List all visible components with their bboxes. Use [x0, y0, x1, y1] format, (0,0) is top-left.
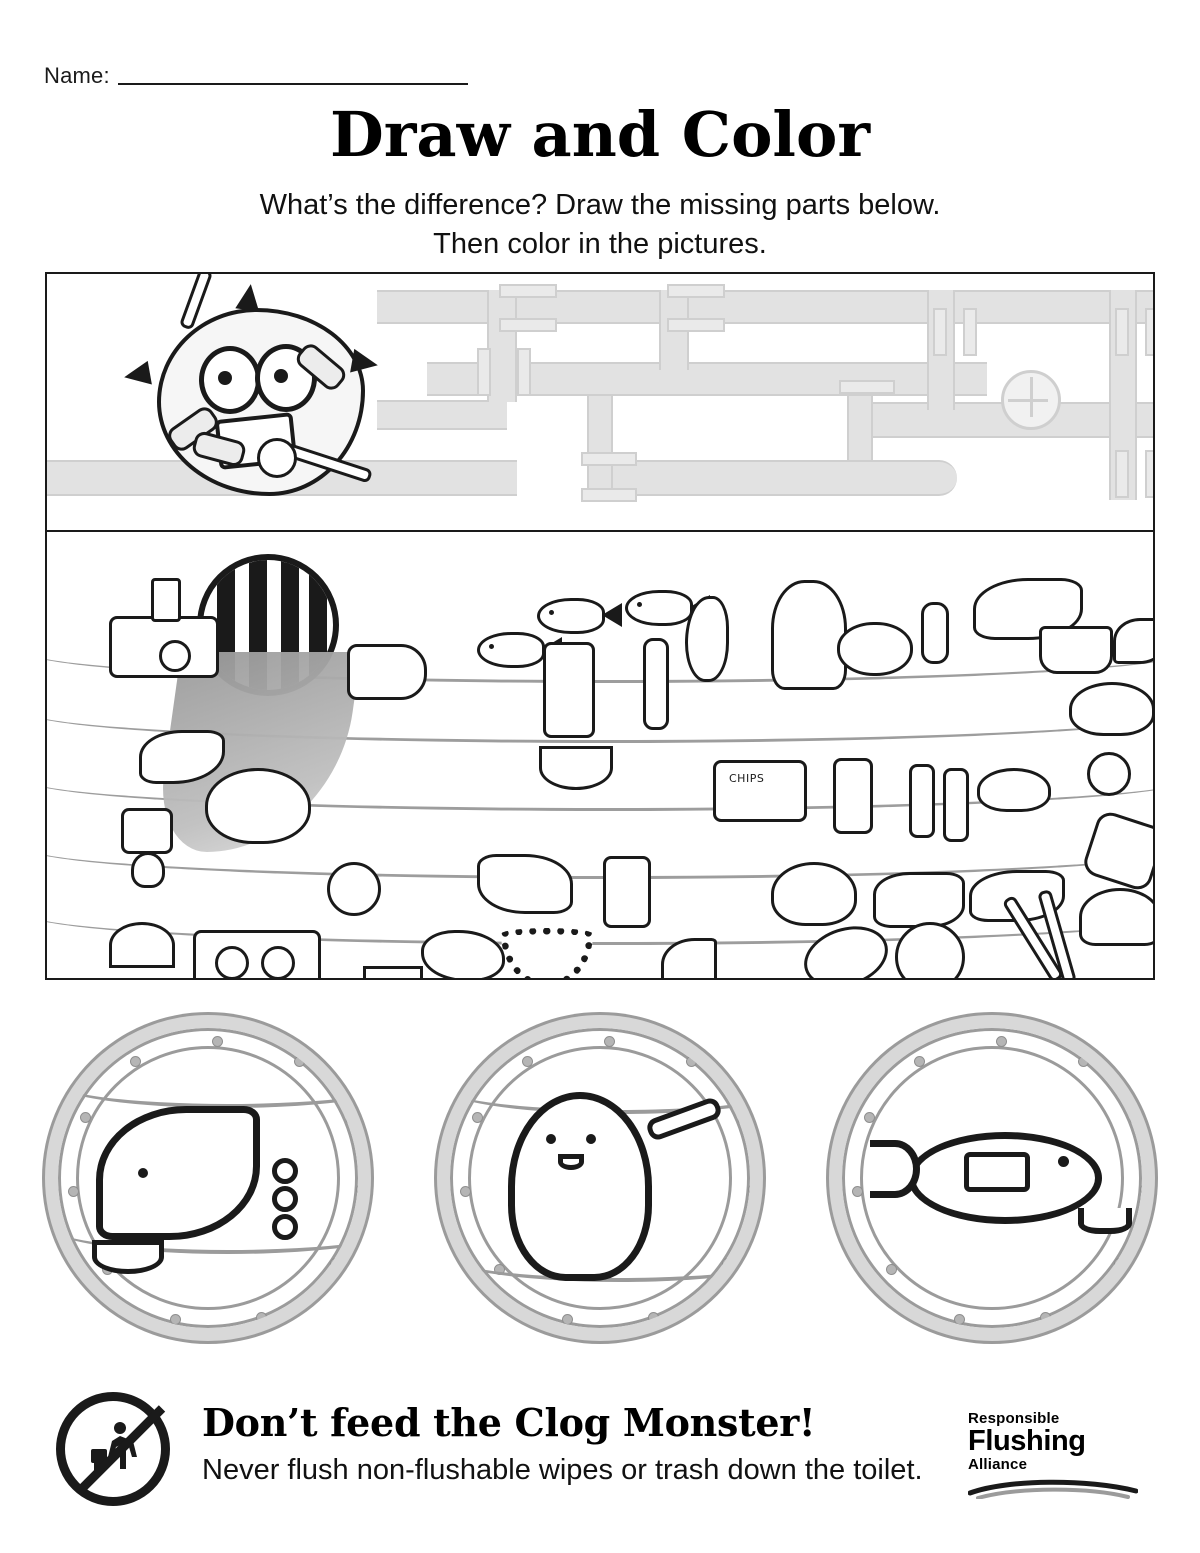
chips-bag-icon [713, 760, 807, 822]
porthole-rivet [68, 1186, 79, 1197]
bandaid-icon [921, 602, 949, 664]
subtitle-line-2: Then color in the pictures. [433, 228, 767, 261]
pipes-area [47, 274, 1153, 530]
porthole-fish[interactable] [829, 1015, 1155, 1341]
footer-subtext: Never flush non-flushable wipes or trash down the toilet. [202, 1454, 923, 1486]
pipe-horizontal [607, 460, 867, 496]
patterned-fish-icon [477, 854, 573, 914]
porthole-rivet [294, 1056, 305, 1067]
octopus-icon [1079, 888, 1155, 946]
seahorse-icon [685, 596, 729, 682]
seal-icon [771, 862, 857, 926]
porthole-rivet [748, 1184, 759, 1195]
porthole-seal[interactable] [437, 1015, 763, 1341]
diamond-ring-icon [1087, 752, 1131, 796]
porthole-rivet [1140, 1184, 1151, 1195]
pipe-flange [667, 284, 725, 298]
ocean-area [47, 532, 1153, 978]
pipe-flange [839, 380, 895, 394]
fish-eye-icon [1058, 1156, 1069, 1167]
underwear-icon [539, 746, 613, 790]
no-flush-sticker-icon [257, 438, 297, 478]
seal-icon [1069, 682, 1155, 736]
tooth-icon [131, 852, 165, 888]
porthole-rivet [954, 1314, 965, 1325]
porthole-rivet [996, 1036, 1007, 1047]
porthole-row [45, 1008, 1155, 1348]
pipe-flange [499, 318, 557, 332]
porthole-rivet [1078, 1056, 1089, 1067]
fish-icon [537, 598, 605, 634]
porthole-rivet [212, 1036, 223, 1047]
logo-line-3: Alliance [968, 1456, 1028, 1473]
pipe-flange [1115, 450, 1129, 498]
bubble-icon [272, 1158, 298, 1184]
dentures-icon [977, 768, 1051, 812]
jellyfish-icon [109, 922, 175, 968]
superhero-icon [771, 580, 847, 690]
pipe-flange [1115, 308, 1129, 356]
bubble-icon [272, 1214, 298, 1240]
fish-scales-icon [964, 1152, 1030, 1192]
porthole-rivet [864, 1112, 875, 1123]
pipe-flange [963, 308, 977, 356]
footer-headline: Don’t feed the Clog Monster! [202, 1400, 816, 1445]
name-row [44, 63, 468, 89]
porthole-rivet [346, 1114, 357, 1125]
monster-pupil-left [218, 371, 232, 385]
smartphone-icon [543, 642, 595, 738]
no-flush-sticker-icon [261, 946, 295, 980]
bubble-icon [272, 1186, 298, 1212]
porthole-rivet [356, 1184, 367, 1195]
battery-icon [943, 768, 969, 842]
battery-icon [909, 764, 935, 838]
wipes-box-icon [193, 930, 321, 980]
porthole-rivet [1130, 1114, 1141, 1125]
porthole-rivet [648, 1312, 659, 1323]
splash-shape [350, 349, 380, 377]
fish-icon [477, 632, 545, 668]
pipe-elbow [837, 460, 957, 496]
footer [56, 1388, 1146, 1518]
pipe-flange [581, 452, 637, 466]
name-write-line[interactable] [118, 83, 468, 85]
clog-monster [107, 288, 407, 538]
pocket-watch-icon [327, 862, 381, 916]
main-scene [45, 272, 1155, 980]
seal-eye-icon [586, 1134, 596, 1144]
logo-line-1: Responsible [968, 1410, 1060, 1427]
seal-drawing [508, 1092, 652, 1281]
pipe-flange [667, 318, 725, 332]
name-label: Name: [44, 63, 110, 88]
bowl-icon [363, 966, 423, 980]
baby-face-icon [215, 946, 249, 980]
whale-icon [1113, 618, 1155, 664]
wipes-packet-icon [121, 808, 173, 854]
porthole-rivet [914, 1056, 925, 1067]
seal-eye-icon [546, 1134, 556, 1144]
pipe-flange [1145, 450, 1155, 498]
fish-tail-icon [870, 1140, 920, 1198]
starfish-icon [1081, 809, 1155, 893]
toothbrush-icon [643, 638, 669, 730]
rubber-duck-icon [205, 768, 311, 844]
pearl-necklace-icon [501, 928, 593, 980]
porthole-rivet [1114, 1258, 1125, 1269]
porthole-rivet [852, 1186, 863, 1197]
soda-can-icon [603, 856, 651, 928]
rfa-logo[interactable] [968, 1410, 1146, 1504]
crab-icon [837, 622, 913, 676]
subtitle-line-1: What’s the difference? Draw the missing parts below. [259, 189, 941, 221]
pipe-flange [499, 284, 557, 298]
porthole-rivet [80, 1112, 91, 1123]
no-flush-sticker-icon [159, 640, 191, 672]
porthole-rivet [686, 1056, 697, 1067]
splash-shape [235, 282, 262, 311]
pipe-flange [477, 348, 491, 396]
porthole-rivet [460, 1186, 471, 1197]
pipe-flange [581, 488, 637, 502]
page-subtitle [0, 186, 1200, 264]
porthole-rivet [330, 1258, 341, 1269]
porthole-rivet [522, 1056, 533, 1067]
page-title: Draw and Color [329, 98, 871, 171]
porthole-rivet [170, 1314, 181, 1325]
valve-wheel-icon [1001, 370, 1061, 430]
logo-line-2: Flushing [968, 1425, 1086, 1457]
monster-pupil-right [274, 369, 288, 383]
porthole-rivet [256, 1312, 267, 1323]
no-flush-icon [56, 1392, 170, 1506]
glove-icon [347, 644, 427, 700]
monster-eye-left [199, 346, 261, 414]
lobster-icon [873, 872, 965, 928]
logo-swoosh-icon [968, 1477, 1138, 1499]
pipe-flange [517, 348, 531, 396]
fish-icon [625, 590, 693, 626]
porthole-rivet [562, 1314, 573, 1325]
porthole-angelfish[interactable] [45, 1015, 371, 1341]
bucket-icon [1039, 626, 1113, 674]
bowl-icon [92, 1240, 164, 1274]
pipe-flange [1145, 308, 1155, 356]
seal-nose-icon [558, 1154, 584, 1170]
porthole-rivet [472, 1112, 483, 1123]
tissue-sheet-icon [151, 578, 181, 622]
sock-icon [833, 758, 873, 834]
pipe-vertical [487, 290, 517, 402]
porthole-rivet [604, 1036, 615, 1047]
porthole-rivet [886, 1264, 897, 1275]
porthole-rivet [738, 1114, 749, 1125]
chips-bag-label: CHIPS [729, 772, 765, 785]
pipe-flange [933, 308, 947, 356]
fish-fin-icon [1078, 1208, 1132, 1234]
splash-shape [122, 361, 152, 389]
porthole-rivet [130, 1056, 141, 1067]
porthole-rivet [1040, 1312, 1051, 1323]
porthole-wave [48, 1080, 371, 1108]
pipe-vertical [587, 396, 613, 496]
angelfish-eye-icon [138, 1168, 148, 1178]
